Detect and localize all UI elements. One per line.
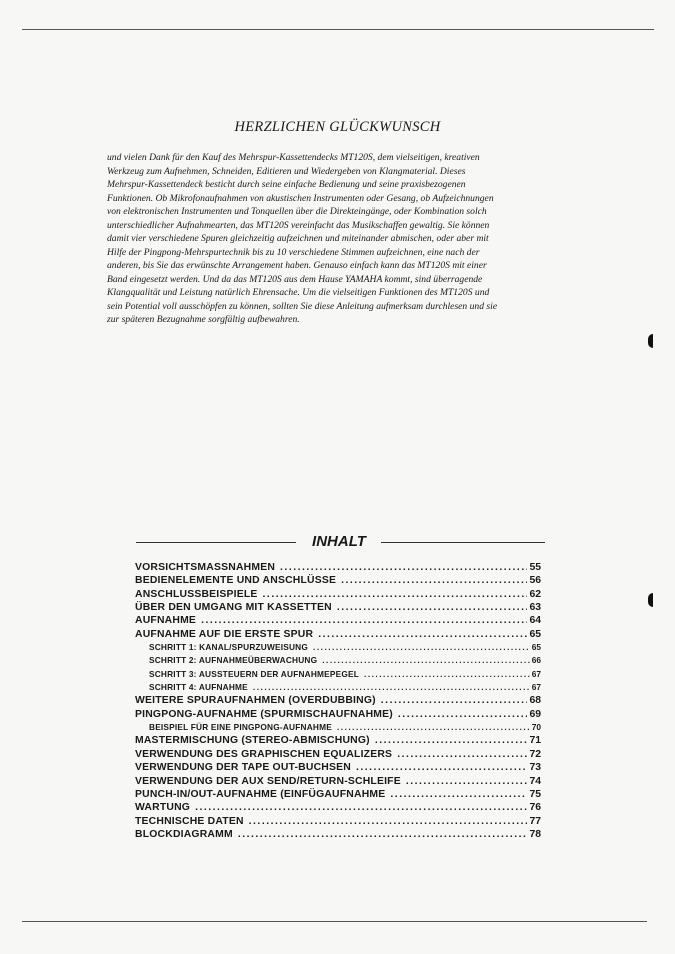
toc-subentry [135, 641, 541, 654]
toc-entry-page: 69 [529, 708, 541, 720]
toc-entry [135, 561, 541, 574]
toc-dot-leader [322, 654, 530, 667]
toc-entry [135, 801, 541, 814]
toc-entry-label: BEDIENELEMENTE UND ANSCHLÜSSE [135, 575, 337, 587]
toc-dot-leader [406, 775, 528, 788]
toc-entry-label: AUFNAHME [135, 615, 197, 627]
toc-entry-page: 62 [529, 588, 541, 600]
toc-dot-leader [280, 561, 527, 574]
toc-entry-page: 67 [531, 668, 541, 679]
toc-subentry [135, 668, 541, 681]
toc-dot-leader [381, 694, 528, 707]
toc-heading-rule-right [381, 542, 545, 543]
toc-entry-page: 75 [529, 788, 541, 800]
toc-entry-label: ANSCHLUSSBEISPIELE [135, 588, 258, 600]
toc-entry-label: MASTERMISCHUNG (STEREO-ABMISCHUNG) [135, 735, 370, 747]
toc-entry-page: 73 [529, 762, 541, 774]
toc-heading-rule-left [136, 542, 296, 543]
toc-entry-page: 76 [529, 802, 541, 814]
toc-entry-label: SCHRITT 2: AUFNAHMEÜBERWACHUNG [149, 655, 318, 666]
toc-entry-label: WARTUNG [135, 802, 191, 814]
toc-entry-page: 66 [531, 655, 541, 666]
toc-dot-leader [356, 761, 527, 774]
toc-entry-page: 55 [529, 562, 541, 573]
toc-subentry [135, 721, 541, 734]
toc-title: INHALT [312, 533, 366, 550]
page-title: HERZLICHEN GLÜCKWUNSCH [234, 119, 441, 135]
toc-entry-label: SCHRITT 1: KANAL/SPURZUWEISUNG [149, 642, 309, 653]
toc-dot-leader [313, 641, 530, 654]
toc-entry [135, 815, 541, 828]
toc-entry-page: 63 [529, 602, 541, 614]
toc-dot-leader [201, 614, 527, 627]
toc-entry-label: SCHRITT 3: AUSSTEUERN DER AUFNAHMEPEGEL [149, 668, 360, 679]
toc-entry-page: 68 [529, 695, 541, 707]
thumb-tab-marker [648, 593, 653, 607]
toc-dot-leader [253, 681, 530, 694]
toc-entry-label: VERWENDUNG DER AUX SEND/RETURN-SCHLEIFE [135, 775, 401, 787]
toc-dot-leader [318, 628, 527, 641]
toc-entry-label: PUNCH-IN/OUT-AUFNAHME (EINFÜGAUFNAHME [135, 788, 386, 800]
toc-dot-leader [337, 601, 528, 614]
toc-entry-page: 70 [531, 722, 541, 733]
toc-heading [133, 532, 545, 552]
toc-entry-label: ÜBER DEN UMGANG MIT KASSETTEN [135, 602, 332, 614]
toc-entry [135, 694, 541, 707]
toc-entry-label: PINGPONG-AUFNAHME (SPURMISCHAUFNAHME) [135, 708, 393, 720]
toc-entry [135, 828, 541, 841]
toc-dot-leader [397, 748, 527, 761]
toc-entry-label: BEISPIEL FÜR EINE PINGPONG-AUFNAHME [149, 722, 332, 733]
toc-entry [135, 734, 541, 747]
toc-entry [135, 628, 541, 641]
toc-dot-leader [195, 801, 527, 814]
toc-entry [135, 574, 541, 587]
toc-entry-page: 77 [529, 815, 541, 827]
toc-entry-label: VERWENDUNG DES GRAPHISCHEN EQUALIZERS [135, 748, 393, 760]
bottom-rule [22, 921, 647, 922]
toc-entry-page: 65 [531, 642, 541, 653]
toc-entry [135, 614, 541, 627]
toc-entry-label: VERWENDUNG DER TAPE OUT-BUCHSEN [135, 762, 351, 774]
toc-entry-page: 56 [529, 575, 541, 587]
toc-entry-label: VORSICHTSMASSNAHMEN [135, 562, 276, 573]
toc-entry-page: 71 [529, 735, 541, 747]
toc-entry-page: 67 [531, 682, 541, 693]
toc-dot-leader [263, 588, 528, 601]
toc-entry-page: 74 [529, 775, 541, 787]
toc-dot-leader [375, 734, 528, 747]
toc-entry-page: 65 [529, 628, 541, 640]
toc-dot-leader [238, 828, 528, 841]
toc-entry-label: WEITERE SPURAUFNAHMEN (OVERDUBBING) [135, 695, 376, 707]
toc-entry [135, 748, 541, 761]
toc-subentry [135, 681, 541, 694]
toc-entry [135, 761, 541, 774]
table-of-contents [135, 561, 541, 841]
toc-dot-leader [337, 721, 530, 734]
toc-entry-label: SCHRITT 4: AUFNAHME [149, 682, 248, 693]
toc-entry-page: 72 [529, 748, 541, 760]
intro-paragraph: und vielen Dank für den Kauf des Mehrspur-Kassettendecks MT120S, dem vielseitigen, kreativen Werkzeug zum Aufnehmen, Schneiden, Editieren und Wiedergeben von Klangmaterial. Dieses Mehrspur-Kassettendeck besticht durch seine einfache Bedienung und seine praxisbezogenen Funktionen. Ob Mikrofonaufnahmen von akustischen Instrumenten oder Gesang, ob Aufzeichnungen von elektronischen Instrumenten und Tonquellen über die Direkteingänge, oder Kombination solch unterschiedlicher Aufnahmearten, das MT120S vereinfacht das Musikschaffen gewaltig. Sie können damit vier verschiedene Spuren gleichzeitig aufzeichnen und miteinander abmischen, oder aber mit Hilfe der Pingpong-Mehrspurtechnik bis zu 10 verschiedene Stimmen aufzeichnen, eine nach der anderen, bis Sie das erwünschte Arrangement haben. Genauso einfach kann das MT120S mit einer Band eingesetzt werden. Und da das MT120S aus dem Hause YAMAHA kommt, sind überragende Klangqualität und Leistung natürlich Ehrensache. Um die vielseitigen Funktionen des MT120S und sein Potential voll ausschöpfen zu können, sollten Sie diese Anleitung aufmerksam durchlesen und sie zur späteren Bezugnahme sorgfältig aufbewahren. [107, 152, 498, 325]
toc-entry-page: 78 [529, 828, 541, 840]
toc-dot-leader [364, 668, 530, 681]
top-rule [22, 29, 654, 30]
toc-entry-label: BLOCKDIAGRAMM [135, 828, 233, 840]
toc-dot-leader [390, 788, 527, 801]
toc-dot-leader [249, 815, 528, 828]
toc-entry-label: TECHNISCHE DATEN [135, 815, 244, 827]
toc-entry [135, 708, 541, 721]
toc-subentry [135, 654, 541, 667]
toc-dot-leader [398, 708, 528, 721]
toc-entry [135, 775, 541, 788]
toc-entry-page: 64 [529, 615, 541, 627]
toc-entry [135, 588, 541, 601]
toc-entry [135, 788, 541, 801]
toc-entry-label: AUFNAHME AUF DIE ERSTE SPUR [135, 628, 314, 640]
toc-dot-leader [341, 574, 527, 587]
thumb-tab-marker [648, 334, 653, 348]
toc-entry [135, 601, 541, 614]
